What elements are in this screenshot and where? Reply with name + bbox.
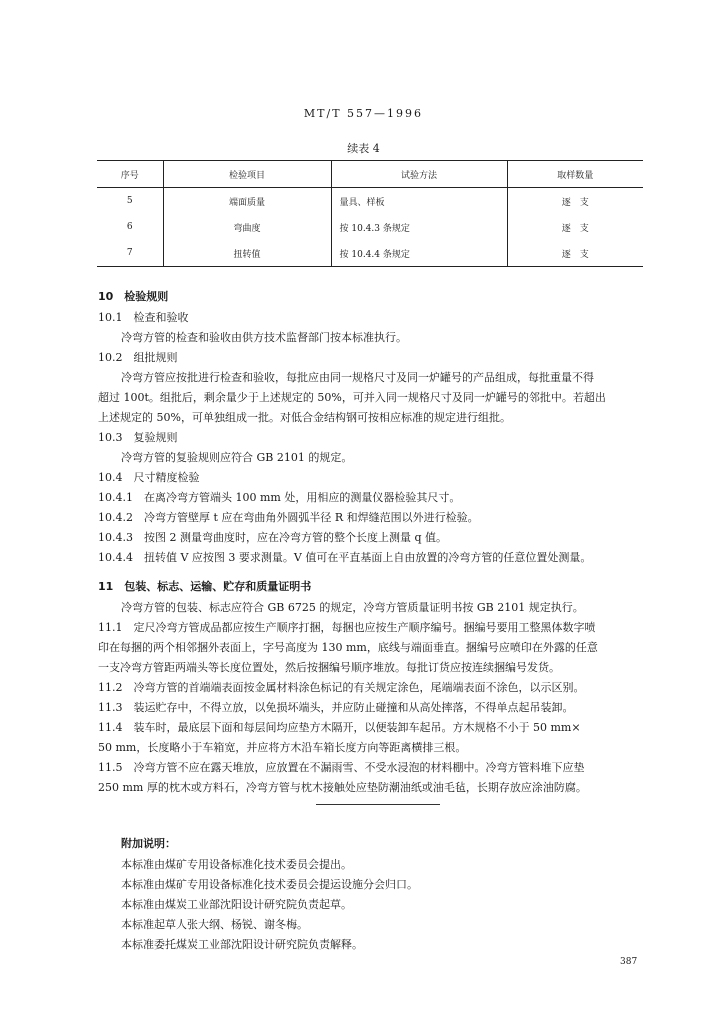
clause-11-2: 11.2 冷弯方管的首端端表面按金属材料涂色标记的有关规定涂色，尾端端表面不涂色，以示区别。 [98,681,585,694]
cell-method: 按 10.4.4 条规定 [331,240,507,267]
clause-10-4-2: 10.4.2 冷弯方管壁厚 t 应在弯曲角外圆弧半径 R 和焊缝范围以外进行检验。 [98,511,479,524]
table-header-row [97,161,643,188]
clause-10-2-title: 10.2 组批规则 [98,351,178,364]
clause-10-3-text: 冷弯方管的复验规则应符合 GB 2101 的规定。 [121,451,353,464]
note-line: 本标准起草人张大纲、杨锐、谢冬梅。 [121,918,308,931]
note-line: 本标准由煤矿专用设备标准化技术委员会提出。 [121,858,352,871]
note-line: 本标准由煤矿专用设备标准化技术委员会提运设施分会归口。 [121,878,418,891]
cell-method: 按 10.4.3 条规定 [331,214,507,240]
table-row [97,240,643,267]
section-10-title: 10 检验规则 [98,290,169,303]
clause-11-5-line: 250 mm 厚的枕木或方料石，冷弯方管与枕木接触处应垫防潮油纸或油毛毡，长期存放应涂油防腐。 [98,781,587,794]
standard-number-header: MT/T 557—1996 [303,107,424,120]
clause-11-intro: 冷弯方管的包装、标志应符合 GB 6725 的规定，冷弯方管质量证明书按 GB 2101 规定执行。 [121,601,584,614]
clause-10-1-text: 冷弯方管的检查和验收由供方技术监督部门按本标准执行。 [121,331,407,344]
cell-method: 量具、样板 [331,188,507,215]
clause-10-4-title: 10.4 尺寸精度检验 [98,471,200,484]
col-header-item: 检验项目 [163,161,331,188]
clause-10-4-4: 10.4.4 扭转值 V 应按图 3 要求测量。V 值可在平直基面上自由放置的冷弯方管的任意位置处测量。 [98,551,592,564]
page-number: 387 [620,957,638,967]
cell-sampling: 逐 支 [507,240,643,267]
clause-10-4-1: 10.4.1 在离冷弯方管端头 100 mm 处，用相应的测量仪器检验其尺寸。 [98,491,461,504]
end-divider [316,804,440,805]
clause-11-4-line: 11.4 装车时，最底层下面和每层间均应垫方木隔开，以便装卸车起吊。方木规格不小于 50 mm× [98,721,581,734]
note-line: 本标准由煤炭工业部沈阳设计研究院负责起草。 [121,898,352,911]
cell-sampling: 逐 支 [507,214,643,240]
clause-11-1-line: 一支冷弯方管距两端头等长度位置处，然后按捆编号顺序堆放。每批订货应按连续捆编号发货。 [98,661,560,674]
clause-11-1-line: 11.1 定尺冷弯方管成品都应按生产顺序打捆，每捆也应按生产顺序编号。捆编号要用工整黑体数字喷 [98,621,596,634]
col-header-method: 试验方法 [331,161,507,188]
notes-title: 附加说明： [121,837,176,850]
table-caption: 续表 4 [347,142,380,155]
clause-10-2-line: 冷弯方管应按批进行检查和验收，每批应由同一规格尺寸及同一炉罐号的产品组成，每批重量不得 [121,371,594,384]
clause-10-1-title: 10.1 检查和验收 [98,311,189,324]
clause-10-3-title: 10.3 复验规则 [98,431,178,444]
cell-no: 5 [126,196,133,206]
clause-10-2-line: 上述规定的 50%，可单独组成一批。对低合金结构钢可按相应标准的规定进行组批。 [98,411,511,424]
section-11-title: 11 包装、标志、运输、贮存和质量证明书 [98,580,312,593]
col-header-sampling: 取样数量 [507,161,643,188]
col-header-no: 序号 [97,161,163,188]
table-row [97,188,643,215]
clause-10-2-line: 超过 100t。组批后，剩余量少于上述规定的 50%，可并入同一规格尺寸及同一炉罐号的邻批中。若超出 [98,391,606,404]
clause-11-1-line: 印在每捆的两个相邻捆外表面上，字号高度为 130 mm，底线与端面垂直。捆编号应喷印在外露的任意 [98,641,598,654]
cell-item: 弯曲度 [163,214,331,240]
cell-item: 端面质量 [163,188,331,215]
clause-11-3: 11.3 装运贮存中，不得立放，以免损坏端头，并应防止碰撞和从高处摔落，不得单点起吊装卸。 [98,701,574,714]
clause-11-4-line: 50 mm，长度略小于车箱宽，并应将方木沿车箱长度方向等距离横排三根。 [98,741,467,754]
cell-item: 扭转值 [163,240,331,267]
cell-sampling: 逐 支 [507,188,643,215]
inspection-table [97,160,643,267]
note-line: 本标准委托煤炭工业部沈阳设计研究院负责解释。 [121,938,363,951]
clause-11-5-line: 11.5 冷弯方管不应在露天堆放，应放置在不漏雨雪、不受水浸泡的材料棚中。冷弯方管料堆下应垫 [98,761,585,774]
table-row [97,214,643,240]
cell-no: 6 [126,222,133,232]
cell-no: 7 [97,240,163,267]
clause-10-4-3: 10.4.3 按图 2 测量弯曲度时，应在冷弯方管的整个长度上测量 q 值。 [98,531,448,544]
